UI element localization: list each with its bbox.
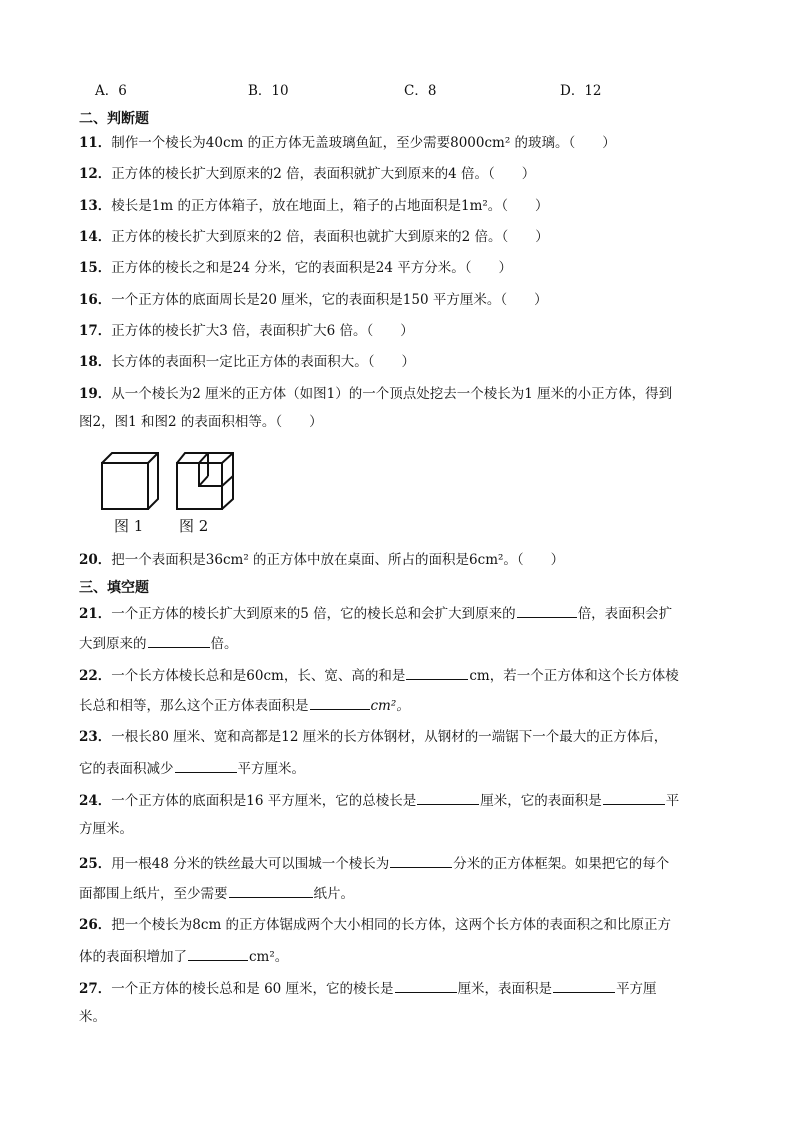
question-number: 26．	[79, 917, 112, 933]
question-12	[79, 165, 535, 183]
question-number: 21．	[79, 606, 112, 622]
question-text: 棱长是1m 的正方体箱子，放在地面上，箱子的占地面积是1m²。（ ）	[111, 198, 549, 214]
option-c: C．8	[404, 83, 437, 99]
answer-blank[interactable]	[148, 633, 210, 648]
question-text: 面都围上纸片，至少需要	[79, 886, 228, 902]
question-text: 正方体的棱长扩大3 倍，表面积扩大6 倍。（ ）	[111, 323, 414, 339]
answer-blank[interactable]	[188, 946, 248, 961]
question-23	[79, 728, 667, 746]
question-text: 一个正方体的棱长扩大到原来的5 倍，它的棱长总和会扩大到原来的	[111, 606, 516, 622]
question-text: 厘米，它的表面积是	[480, 793, 602, 809]
question-text: 正方体的棱长扩大到原来的2 倍，表面积也就扩大到原来的2 倍。（ ）	[111, 229, 549, 245]
question-number: 13．	[79, 198, 112, 214]
question-number: 16．	[79, 292, 112, 308]
question-19-continued	[79, 413, 323, 431]
question-number: 18．	[79, 354, 112, 370]
question-text: 平	[665, 793, 680, 809]
question-number: 11．	[79, 135, 112, 151]
question-number: 24．	[79, 793, 112, 809]
answer-blank[interactable]	[395, 978, 457, 993]
question-text: 一个正方体的底面积是16 平方厘米，它的总棱长是	[111, 793, 417, 809]
question-text: 一根长80 厘米、宽和高都是12 厘米的长方体钢材，从钢材的一端锯下一个最大的正方体后，	[111, 729, 668, 745]
answer-blank[interactable]	[603, 790, 665, 805]
question-26-continued	[79, 946, 288, 966]
figure-2-cube-with-notch	[177, 453, 233, 509]
question-text: 分米的正方体框架。如果把它的每个	[453, 856, 670, 872]
question-text: 长总和相等，那么这个正方体表面积是	[79, 698, 309, 714]
question-text: 米。	[79, 1009, 106, 1025]
question-25	[79, 853, 669, 873]
question-text: 长方体的表面积一定比正方体的表面积大。（ ）	[111, 354, 416, 370]
question-24-continued	[79, 820, 133, 838]
question-27-continued	[79, 1008, 106, 1026]
question-23-continued	[79, 758, 305, 778]
question-text: cm²。	[249, 949, 289, 965]
question-24	[79, 790, 679, 810]
question-text: 厘米，表面积是	[457, 981, 553, 997]
question-text: 图2，图1 和图2 的表面积相等。（ ）	[79, 414, 323, 430]
question-text: 把一个表面积是36cm² 的正方体中放在桌面、所占的面积是6cm²。（ ）	[111, 552, 565, 568]
answer-blank[interactable]	[229, 883, 313, 898]
cube-figures	[95, 448, 245, 514]
question-text: 一个正方体的棱长总和是 60 厘米，它的棱长是	[111, 981, 394, 997]
question-19	[79, 385, 672, 403]
question-text: 用一根48 分米的铁丝最大可以围城一个棱长为	[111, 856, 390, 872]
question-text: 制作一个棱长为40cm 的正方体无盖玻璃鱼缸，至少需要8000cm² 的玻璃。（ ）	[111, 135, 616, 151]
question-number: 12．	[79, 166, 112, 182]
question-text: 方厘米。	[79, 821, 133, 837]
question-number: 17．	[79, 323, 112, 339]
question-14	[79, 228, 549, 246]
section-title-fill: 三、填空题	[79, 580, 149, 596]
answer-blank[interactable]	[417, 790, 479, 805]
question-13	[79, 197, 549, 215]
answer-blank[interactable]	[406, 665, 468, 680]
question-11	[79, 134, 616, 152]
question-27	[79, 978, 657, 998]
question-18	[79, 353, 415, 371]
question-number: 20．	[79, 552, 112, 568]
question-16	[79, 291, 548, 309]
figure-1-cube	[102, 453, 158, 509]
question-text: 大到原来的	[79, 636, 147, 652]
question-21	[79, 603, 672, 623]
question-number: 19．	[79, 386, 112, 402]
answer-blank[interactable]	[175, 758, 237, 773]
question-22	[79, 665, 679, 685]
option-d: D．12	[560, 83, 602, 99]
question-text: cm，若一个正方体和这个长方体棱	[469, 668, 679, 684]
question-21-continued	[79, 633, 238, 653]
question-17	[79, 322, 414, 340]
figure-1-label: 图 1	[114, 517, 144, 535]
question-text: 倍，表面积会扩	[577, 606, 673, 622]
question-text: 体的表面积增加了	[79, 949, 187, 965]
question-text: 倍。	[210, 636, 238, 652]
answer-blank[interactable]	[390, 853, 452, 868]
option-b: B．10	[248, 83, 289, 99]
section-title-judge: 二、判断题	[79, 111, 149, 127]
question-text: 一个正方体的底面周长是20 厘米，它的表面积是150 平方厘米。（ ）	[111, 292, 548, 308]
question-25-continued	[79, 883, 354, 903]
question-text: 把一个棱长为8cm 的正方体锯成两个大小相同的长方体，这两个长方体的表面积之和比原正方	[111, 917, 672, 933]
question-number: 27．	[79, 981, 112, 997]
question-text: 正方体的棱长扩大到原来的2 倍，表面积就扩大到原来的4 倍。（ ）	[111, 166, 536, 182]
question-26	[79, 916, 671, 934]
question-number: 22．	[79, 668, 112, 684]
question-text: 从一个棱长为2 厘米的正方体（如图1）的一个顶点处挖去一个棱长为1 厘米的小正方体，得到	[111, 386, 673, 402]
question-22-continued	[79, 695, 410, 715]
question-15	[79, 259, 512, 277]
question-text: 平方厘	[616, 981, 657, 997]
question-number: 23．	[79, 729, 112, 745]
answer-blank[interactable]	[517, 603, 577, 618]
option-a: A．6	[95, 83, 127, 99]
answer-blank[interactable]	[553, 978, 615, 993]
question-text: 平方厘米。	[237, 761, 305, 777]
question-text: 正方体的棱长之和是24 分米，它的表面积是24 平方分米。（ ）	[111, 260, 512, 276]
question-text: 一个长方体棱长总和是60cm，长、宽、高的和是	[111, 668, 406, 684]
figure-2-label: 图 2	[179, 517, 209, 535]
question-number: 25．	[79, 856, 112, 872]
question-20	[79, 551, 564, 569]
question-text: 它的表面积减少	[79, 761, 174, 777]
answer-blank[interactable]	[310, 695, 370, 710]
question-text: cm²。	[370, 698, 410, 714]
question-text: 纸片。	[313, 886, 354, 902]
question-number: 14．	[79, 229, 112, 245]
question-number: 15．	[79, 260, 112, 276]
